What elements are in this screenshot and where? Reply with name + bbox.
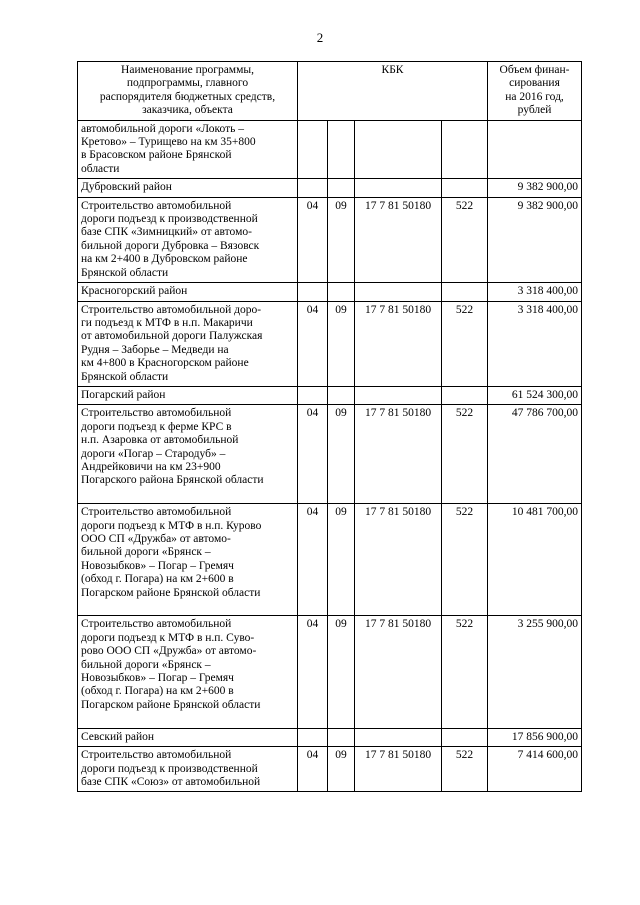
object-amount: 3 255 900,00 [488, 616, 582, 728]
object-amount: 10 481 700,00 [488, 504, 582, 616]
object-name-line: Погарском районе Брянской области [81, 698, 261, 711]
object-row [78, 616, 582, 728]
district-amount: 61 524 300,00 [488, 386, 582, 404]
district-row [78, 386, 582, 404]
kbk-target: 17 7 81 50180 [355, 616, 442, 728]
kbk-section: 04 [298, 504, 328, 616]
object-name [78, 301, 298, 386]
object-name-line: Кретово» – Турищево на км 35+800 [81, 136, 256, 149]
object-name-line: Строительство автомобильной [81, 749, 232, 762]
kbk-subsection: 09 [328, 405, 355, 504]
object-amount: 9 382 900,00 [488, 197, 582, 282]
page-number: 2 [316, 30, 324, 45]
object-name-line: Брянской области [81, 370, 169, 383]
kbk-target: 17 7 81 50180 [355, 405, 442, 504]
kbk-subsection [328, 120, 355, 179]
header-name-cell [78, 62, 298, 121]
object-name-line: Строительство автомобильной доро- [81, 303, 262, 316]
object-name-line: базе СПК «Союз» от автомобильной [81, 775, 261, 788]
object-row [78, 301, 582, 386]
header-amount-line: Объем финан- [499, 64, 570, 76]
object-row [78, 197, 582, 282]
object-name [78, 616, 298, 728]
object-row [78, 120, 582, 179]
table-header-row [78, 62, 582, 121]
district-amount: 9 382 900,00 [488, 179, 582, 197]
object-name-line: Строительство автомобильной [81, 199, 232, 212]
district-row [78, 283, 582, 301]
object-name-line: (обход г. Погара) на км 2+600 в [81, 573, 234, 586]
object-amount [488, 120, 582, 179]
empty-kbk-cell [442, 283, 488, 301]
empty-kbk-cell [442, 386, 488, 404]
district-row [78, 728, 582, 746]
object-name-line: базе СПК «Зимницкий» от автомо- [81, 226, 252, 239]
kbk-subsection: 09 [328, 616, 355, 728]
object-name-line: дороги подъезд к МТФ в н.п. Курово [81, 519, 262, 532]
object-name-line: области [81, 162, 120, 175]
kbk-expense: 522 [442, 616, 488, 728]
spacer [81, 712, 294, 725]
table-body [78, 120, 582, 792]
empty-kbk-cell [328, 283, 355, 301]
kbk-target: 17 7 81 50180 [355, 504, 442, 616]
object-name-line: Новозыбков» – Погар – Гремяч [81, 672, 234, 685]
kbk-section: 04 [298, 301, 328, 386]
district-row [78, 179, 582, 197]
empty-kbk-cell [355, 179, 442, 197]
kbk-expense: 522 [442, 504, 488, 616]
header-amount-line: на 2016 год, [505, 90, 564, 103]
object-name-line: от автомобильной дороги Палужская [81, 330, 263, 343]
object-name [78, 197, 298, 282]
object-amount: 3 318 400,00 [488, 301, 582, 386]
object-name-line: дороги подъезд к производственной [81, 213, 258, 226]
spacer [81, 600, 294, 613]
object-name-line: Строительство автомобильной [81, 618, 232, 631]
object-name-line: Погарского района Брянской области [81, 474, 264, 487]
object-name-line: бильной дороги «Брянск – [81, 658, 211, 671]
empty-kbk-cell [355, 386, 442, 404]
object-name-line: Погарском районе Брянской области [81, 586, 261, 599]
kbk-expense: 522 [442, 405, 488, 504]
header-kbk-cell: КБК [298, 62, 488, 121]
kbk-target [355, 120, 442, 179]
object-name [78, 120, 298, 179]
header-name-line: заказчика, объекта [142, 104, 233, 117]
object-name-line: Строительство автомобильной [81, 407, 232, 420]
empty-kbk-cell [328, 386, 355, 404]
empty-kbk-cell [442, 728, 488, 746]
empty-kbk-cell [355, 283, 442, 301]
kbk-expense: 522 [442, 747, 488, 792]
object-name-line: (обход г. Погара) на км 2+600 в [81, 685, 234, 698]
district-amount: 17 856 900,00 [488, 728, 582, 746]
object-name-line: ООО СП «Дружба» от автомо- [81, 533, 231, 545]
empty-kbk-cell [298, 728, 328, 746]
spacer [81, 488, 294, 501]
header-amount-cell [488, 62, 582, 121]
kbk-section: 04 [298, 405, 328, 504]
object-name-line: бильной дороги Дубровка – Вязовск [81, 239, 260, 252]
object-name-line: дороги «Погар – Стародуб» – [81, 447, 226, 460]
header-amount-line: сирования [509, 77, 560, 90]
object-name-line: дороги подъезд к ферме КРС в [81, 420, 232, 433]
kbk-expense: 522 [442, 301, 488, 386]
object-row [78, 747, 582, 792]
header-amount-line: рублей [517, 104, 552, 117]
district-amount: 3 318 400,00 [488, 283, 582, 301]
empty-kbk-cell [328, 728, 355, 746]
empty-kbk-cell [298, 283, 328, 301]
header-name-line: распорядителя бюджетных средств, [99, 90, 276, 103]
kbk-target: 17 7 81 50180 [355, 747, 442, 792]
object-name [78, 747, 298, 792]
kbk-section: 04 [298, 197, 328, 282]
object-name-line: автомобильной дороги «Локоть – [81, 122, 244, 135]
object-name-line: км 4+800 в Красногорском районе [81, 357, 249, 370]
object-row [78, 504, 582, 616]
object-name-line: Андрейковичи на км 23+900 [81, 460, 221, 473]
object-name-line: в Брасовском районе Брянской [81, 149, 232, 162]
kbk-target: 17 7 81 50180 [355, 301, 442, 386]
kbk-section [298, 120, 328, 179]
object-amount: 7 414 600,00 [488, 747, 582, 792]
kbk-target: 17 7 81 50180 [355, 197, 442, 282]
object-name-line: бильной дороги «Брянск – [81, 546, 211, 559]
empty-kbk-cell [328, 179, 355, 197]
object-name-line: Рудня – Заборье – Медведи на [81, 343, 229, 356]
district-name: Погарский район [78, 386, 298, 404]
district-name: Дубровский район [78, 179, 298, 197]
object-amount: 47 786 700,00 [488, 405, 582, 504]
object-name-line: дороги подъезд к производственной [81, 762, 258, 775]
object-name-line: ги подъезд к МТФ в н.п. Макаричи [81, 316, 253, 329]
empty-kbk-cell [298, 386, 328, 404]
object-name-line: н.п. Азаровка от автомобильной [81, 434, 239, 447]
kbk-subsection: 09 [328, 747, 355, 792]
kbk-subsection: 09 [328, 197, 355, 282]
object-name-line: Брянской области [81, 266, 169, 279]
kbk-subsection: 09 [328, 301, 355, 386]
district-name: Красногорский район [78, 283, 298, 301]
empty-kbk-cell [355, 728, 442, 746]
empty-kbk-cell [442, 179, 488, 197]
kbk-section: 04 [298, 747, 328, 792]
kbk-section: 04 [298, 616, 328, 728]
object-row [78, 405, 582, 504]
object-name-line: рово ООО СП «Дружба» от автомо- [81, 645, 257, 658]
object-name [78, 405, 298, 504]
object-name-line: на км 2+400 в Дубровском районе [81, 253, 248, 266]
empty-kbk-cell [298, 179, 328, 197]
object-name [78, 504, 298, 616]
header-name-line: Наименование программы, [121, 64, 254, 76]
kbk-expense [442, 120, 488, 179]
district-name: Севский район [78, 728, 298, 746]
object-name-line: Новозыбков» – Погар – Гремяч [81, 559, 234, 572]
kbk-subsection: 09 [328, 504, 355, 616]
kbk-expense: 522 [442, 197, 488, 282]
object-name-line: Строительство автомобильной [81, 506, 232, 519]
object-name-line: дороги подъезд к МТФ в н.п. Суво- [81, 631, 255, 644]
header-name-line: подпрограммы, главного [126, 77, 249, 90]
budget-table [77, 61, 582, 792]
